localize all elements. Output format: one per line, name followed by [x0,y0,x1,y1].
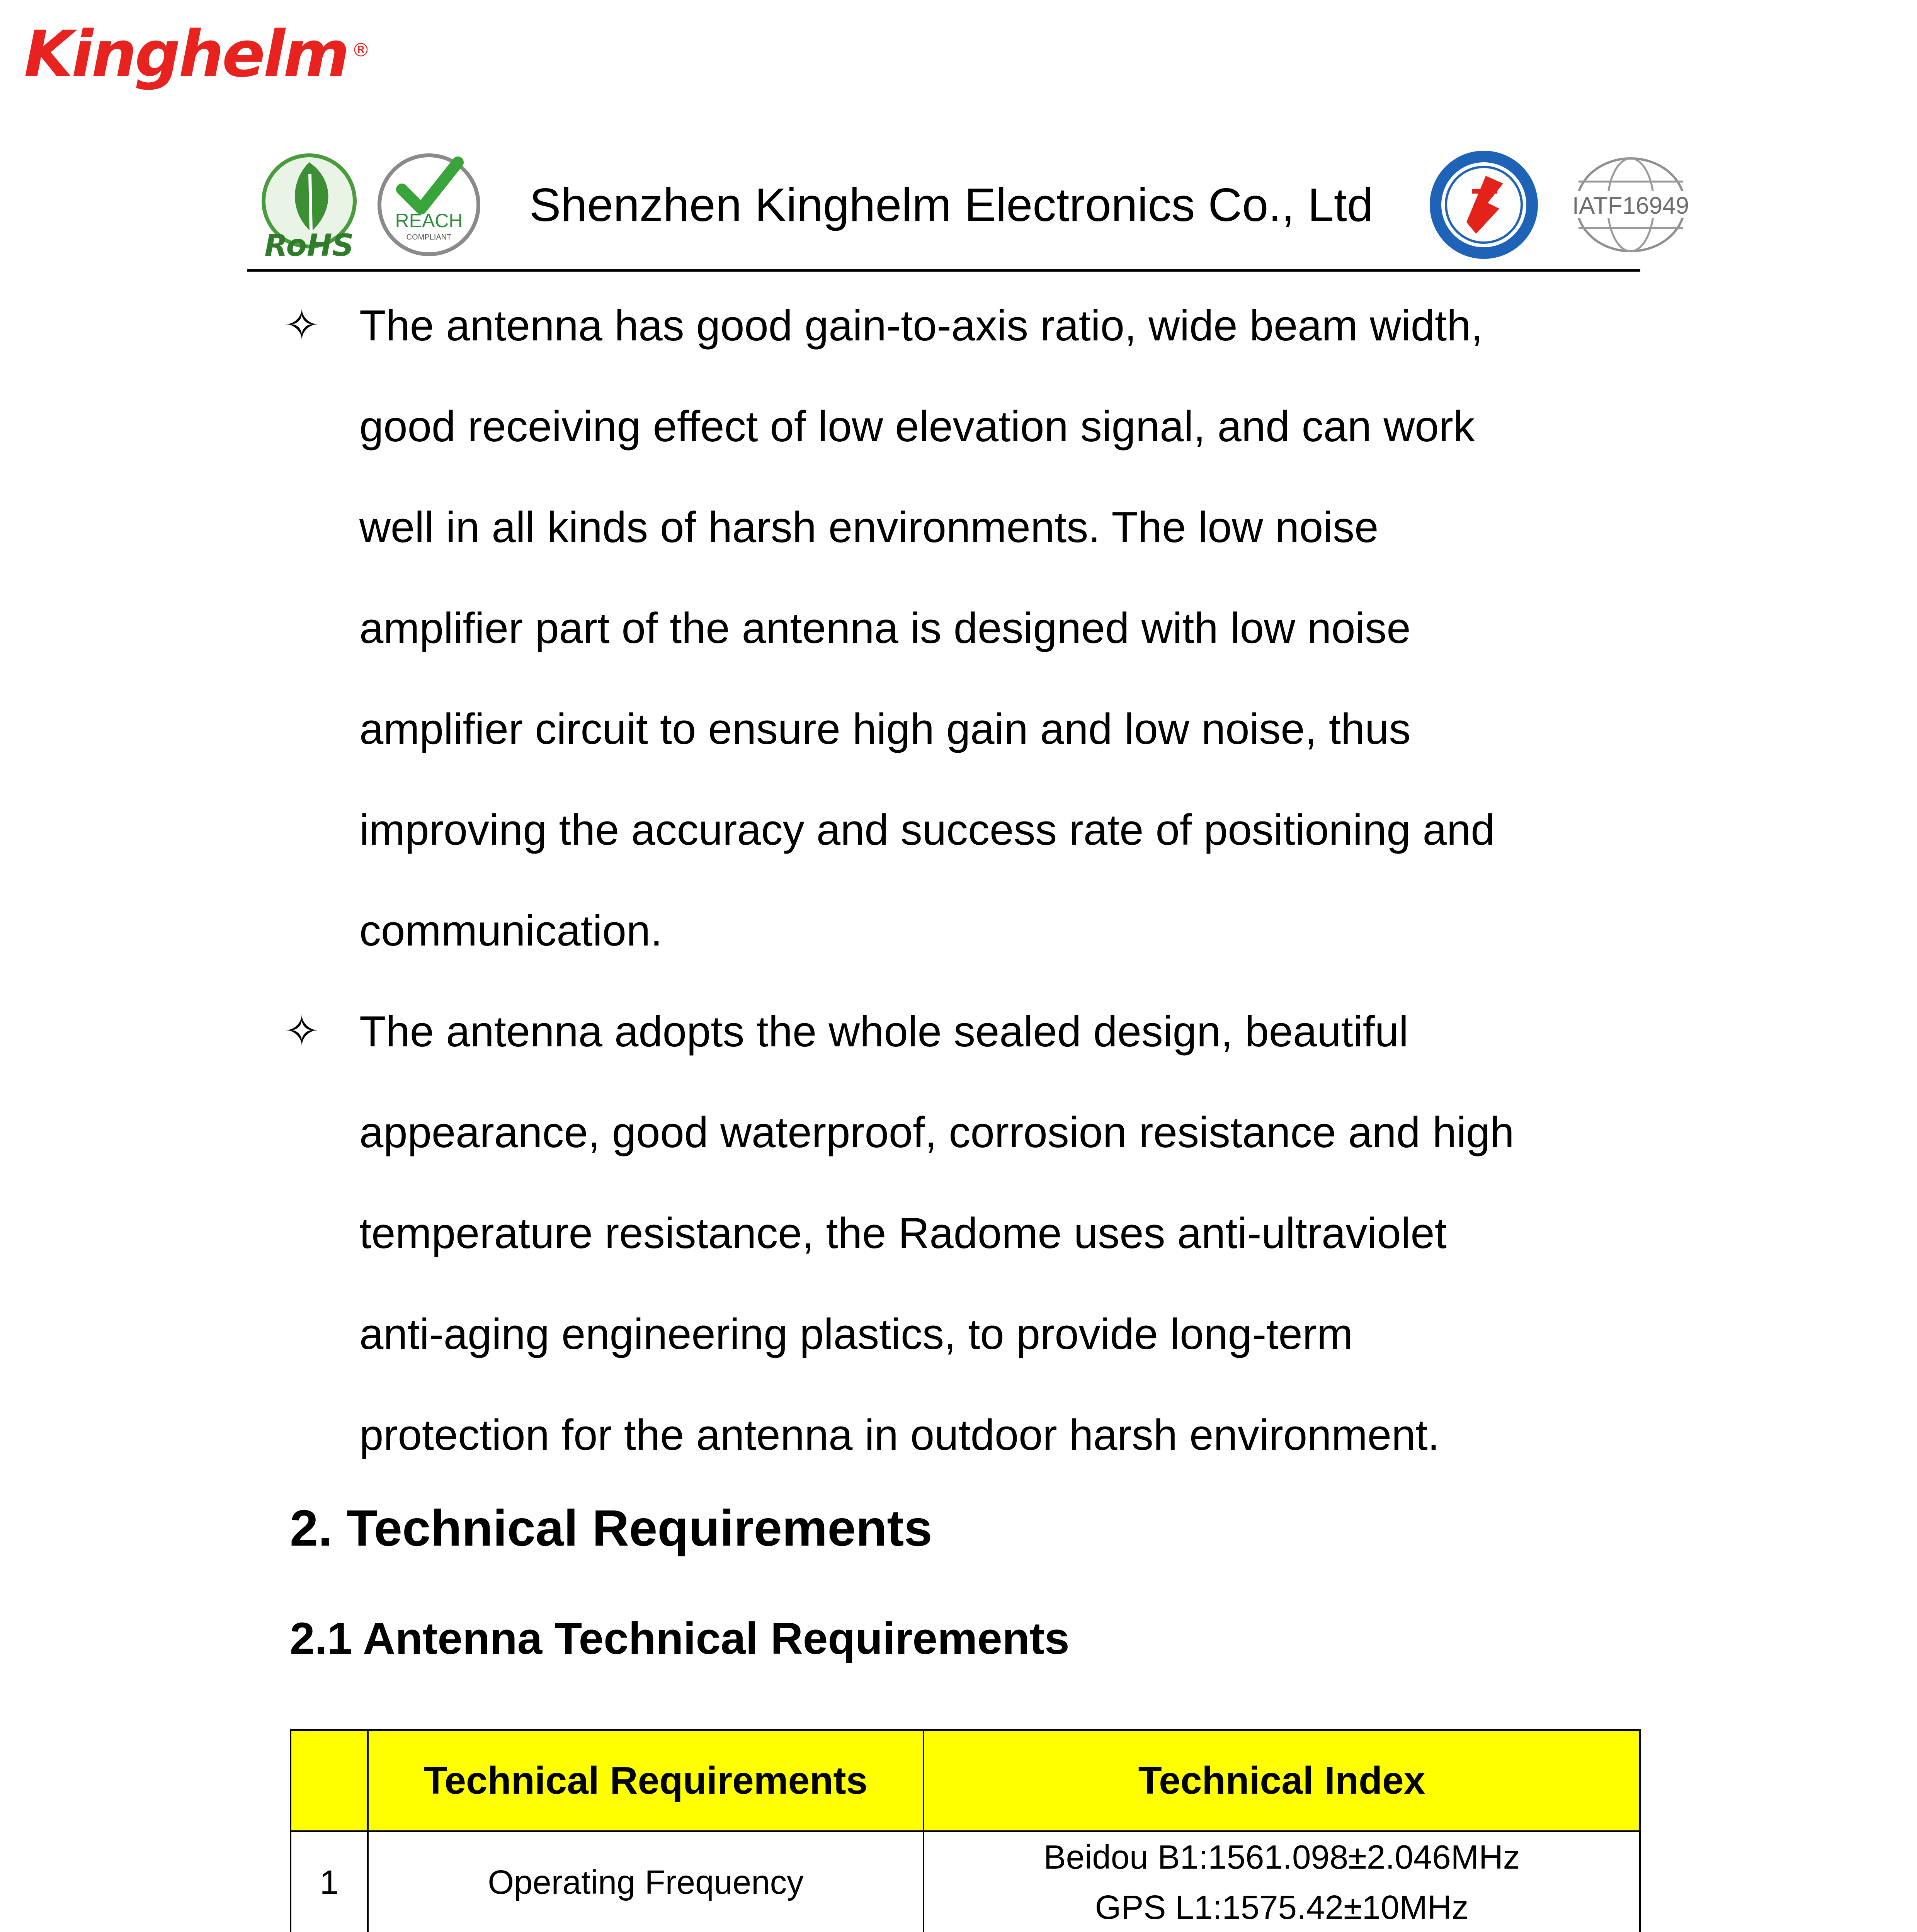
paragraph-line: amplifier part of the antenna is designed with low noise [359,604,1411,652]
reach-logo [379,155,478,254]
reach-label: REACH [395,210,463,231]
rohs-logo [264,155,355,263]
header-cell-requirement: Technical Requirements [368,1730,924,1831]
bullet-star-icon: ✧ [284,1006,320,1056]
paragraph-line: good receiving effect of low elevation signal, and can work [359,402,1475,451]
reach-sublabel: COMPLIANT [406,233,452,242]
iatf-label: IATF16949 [1572,192,1689,219]
index-cell [924,1831,1640,1932]
paragraph-line: anti-aging engineering plastics, to provide long-term [359,1310,1353,1358]
paragraph-line: communication. [359,906,663,955]
subsection-heading: 2.1 Antenna Technical Requirements [290,1613,1070,1663]
header-company-name: Shenzhen Kinghelm Electronics Co., Ltd [529,179,1373,231]
table-header-row [291,1730,1640,1831]
paragraph-line: The antenna adopts the whole sealed design, beautiful [359,1007,1408,1056]
index-line: Beidou B1:1561.098±2.046MHz [1043,1838,1520,1876]
index-line: GPS L1:1575.42±10MHz [1095,1888,1469,1926]
rohs-label: RoHS [264,228,354,263]
paragraph-line: protection for the antenna in outdoor harsh environment. [359,1411,1440,1459]
certification-logos-right [1430,145,1692,265]
paragraph-line: appearance, good waterproof, corrosion resistance and high [359,1108,1514,1156]
antenna-spec-table [290,1729,1641,1932]
requirement-cell: Operating Frequency [368,1831,924,1932]
paragraph-line: temperature resistance, the Radome uses anti-ultraviolet [359,1209,1447,1257]
brand-logo [24,15,370,93]
header-cell-index: Technical Index [924,1730,1640,1831]
bullet-star-icon: ✧ [284,300,320,350]
certification-logos-left [259,147,491,263]
header-divider [247,269,1640,272]
brand-name: Kinghelm [24,17,348,91]
table-row [291,1831,1640,1932]
paragraph-line: The antenna has good gain-to-axis ratio, wide beam width, [359,301,1483,350]
iatf-logo [1572,158,1689,251]
bullet-antenna-performance [284,275,1642,982]
paragraph-line: improving the accuracy and success rate of positioning and [359,806,1495,854]
registered-mark: ® [351,39,370,61]
bullet-antenna-design [284,981,1642,1487]
header-cell-number [291,1730,368,1831]
quality-seal-logo [1430,151,1538,259]
paragraph-line: well in all kinds of harsh environments. The low noise [359,503,1379,551]
row-number: 1 [291,1831,368,1932]
section-heading: 2. Technical Requirements [290,1500,932,1556]
paragraph-line: amplifier circuit to ensure high gain and low noise, thus [359,705,1411,753]
